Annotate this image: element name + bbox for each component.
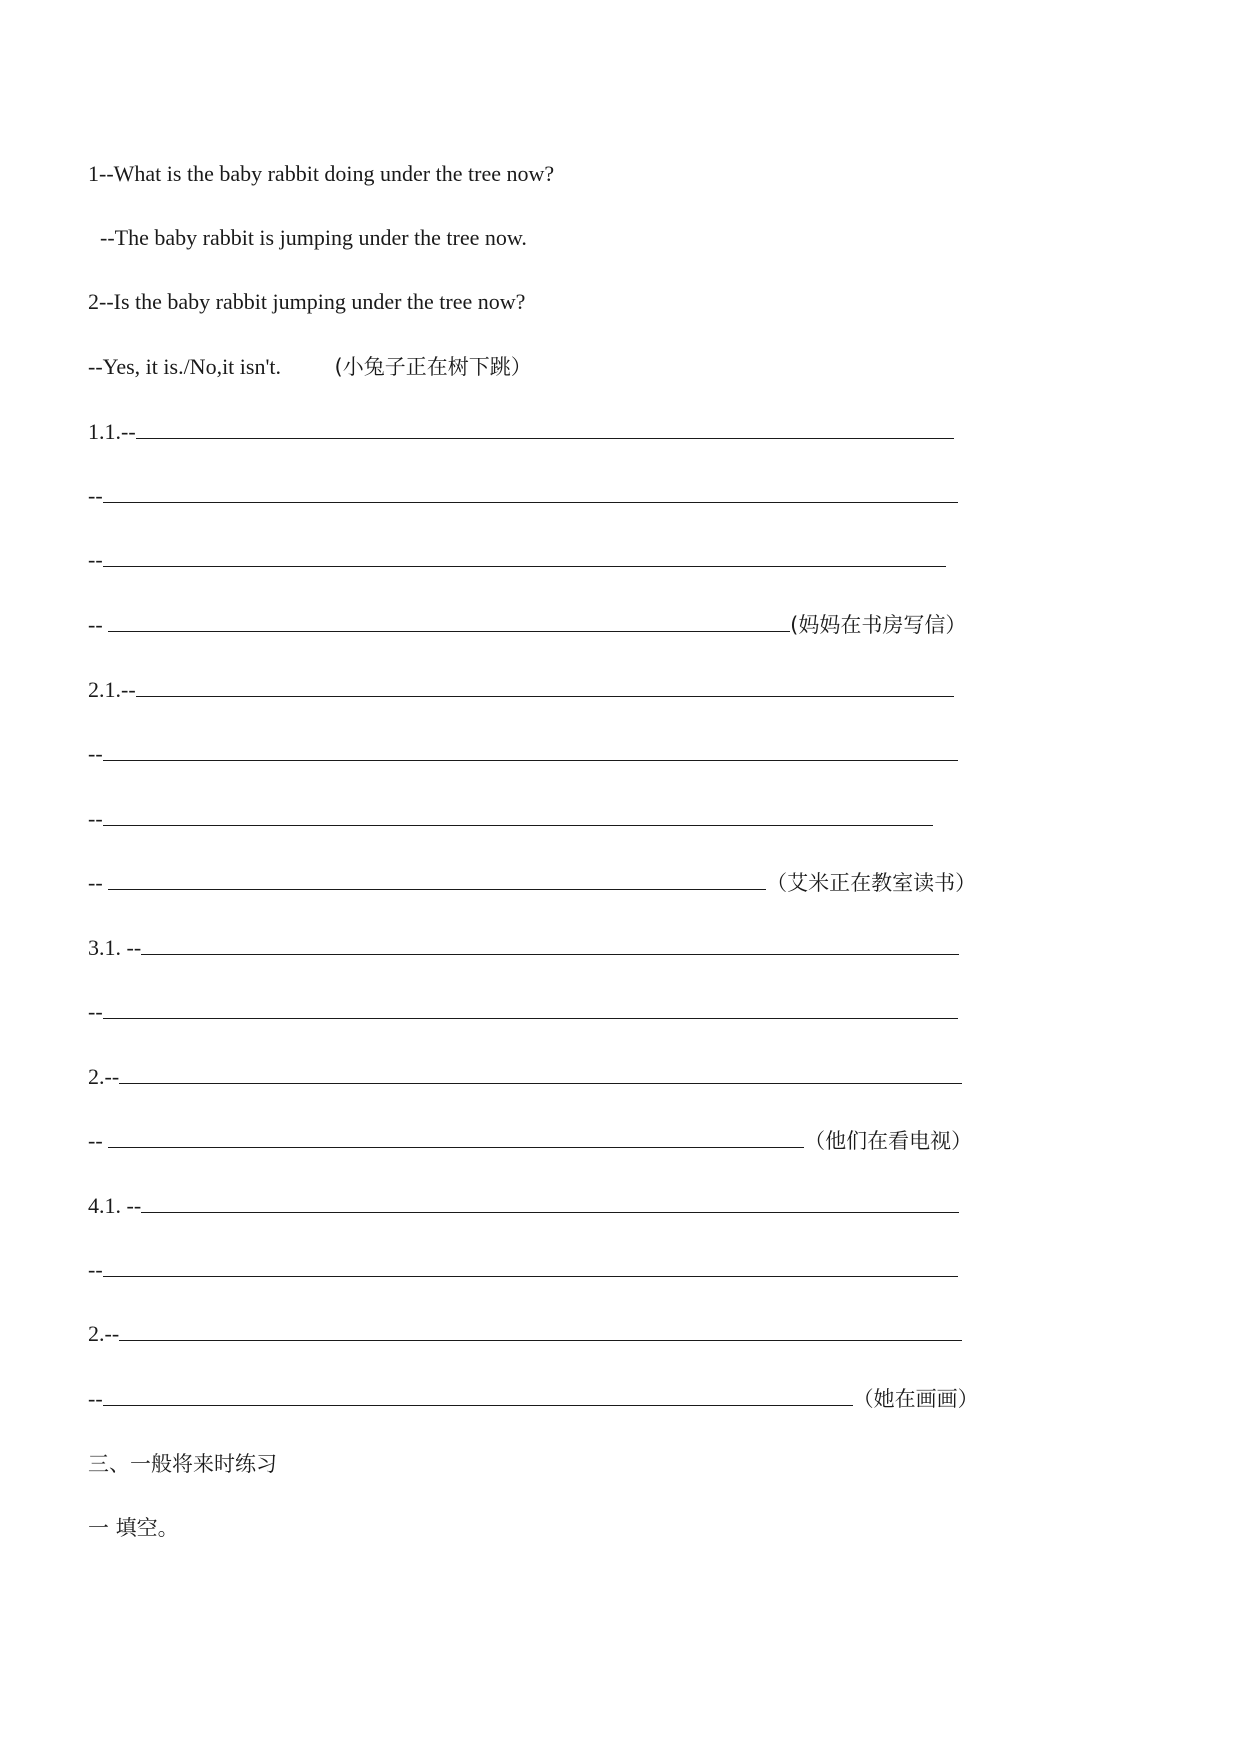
- line-prefix: --: [88, 547, 103, 572]
- example-answer-2-note: (小兔子正在树下跳）: [334, 355, 532, 379]
- answer-blank[interactable]: [103, 803, 933, 826]
- exercise-4-line-2: [88, 1254, 958, 1286]
- line-note: (妈妈在书房写信）: [790, 613, 967, 637]
- answer-blank[interactable]: [136, 674, 954, 697]
- section-title: 三、一般将来时练习: [88, 1452, 277, 1476]
- answer-blank[interactable]: [103, 738, 958, 761]
- exercise-4-line-3: [88, 1318, 962, 1350]
- answer-blank[interactable]: [103, 1254, 958, 1277]
- answer-blank[interactable]: [103, 480, 958, 503]
- line-prefix: 3.1. --: [88, 935, 142, 960]
- line-prefix: --: [88, 1128, 109, 1153]
- example-answer-2: [88, 351, 532, 383]
- exercise-1-line-3: [88, 544, 946, 576]
- line-prefix: 2.--: [88, 1064, 120, 1089]
- answer-blank[interactable]: [119, 1318, 962, 1341]
- line-prefix: --: [88, 741, 103, 766]
- exercise-2-line-4: [88, 867, 976, 899]
- answer-blank[interactable]: [108, 1125, 804, 1148]
- exercise-4-line-4: [88, 1383, 979, 1415]
- exercise-1-line-1: [88, 416, 954, 448]
- answer-blank[interactable]: [141, 932, 959, 955]
- example-answer-1: --The baby rabbit is jumping under the tree now.: [100, 225, 527, 250]
- exercise-3-line-2: [88, 996, 958, 1028]
- exercise-2-line-2: [88, 738, 958, 770]
- exercise-3-line-1: [88, 932, 959, 964]
- answer-blank[interactable]: [136, 416, 954, 439]
- answer-blank[interactable]: [103, 996, 958, 1019]
- line-prefix: 4.1. --: [88, 1193, 142, 1218]
- exercise-1-line-4: [88, 609, 966, 641]
- exercise-3-line-4: [88, 1125, 972, 1157]
- example-answer-2-text: --Yes, it is./No,it isn't.: [88, 354, 282, 379]
- exercise-4-line-1: [88, 1190, 959, 1222]
- exercise-1-line-2: [88, 480, 958, 512]
- line-prefix: --: [88, 999, 103, 1024]
- answer-blank[interactable]: [108, 867, 766, 890]
- answer-blank[interactable]: [103, 544, 946, 567]
- line-prefix: --: [88, 483, 103, 508]
- line-prefix: --: [88, 1257, 103, 1282]
- line-prefix: 2.1.--: [88, 677, 136, 702]
- exercise-2-line-3: [88, 803, 933, 835]
- line-note: （他们在看电视）: [804, 1129, 973, 1153]
- example-question-1: 1--What is the baby rabbit doing under the tree now?: [88, 161, 555, 186]
- line-prefix: --: [88, 612, 109, 637]
- line-prefix: 2.--: [88, 1321, 120, 1346]
- answer-blank[interactable]: [141, 1190, 959, 1213]
- line-prefix: --: [88, 806, 103, 831]
- answer-blank[interactable]: [108, 609, 790, 632]
- line-prefix: --: [88, 870, 109, 895]
- exercise-3-line-3: [88, 1061, 962, 1093]
- example-question-2: 2--Is the baby rabbit jumping under the tree now?: [88, 289, 526, 314]
- line-note: （她在画画）: [852, 1387, 979, 1411]
- answer-blank[interactable]: [119, 1061, 962, 1084]
- exercise-2-line-1: [88, 674, 954, 706]
- line-prefix: 1.1.--: [88, 419, 136, 444]
- subsection-title: 一 填空。: [88, 1516, 179, 1540]
- line-note: （艾米正在教室读书）: [766, 871, 977, 895]
- line-prefix: --: [88, 1386, 103, 1411]
- answer-blank[interactable]: [103, 1383, 853, 1406]
